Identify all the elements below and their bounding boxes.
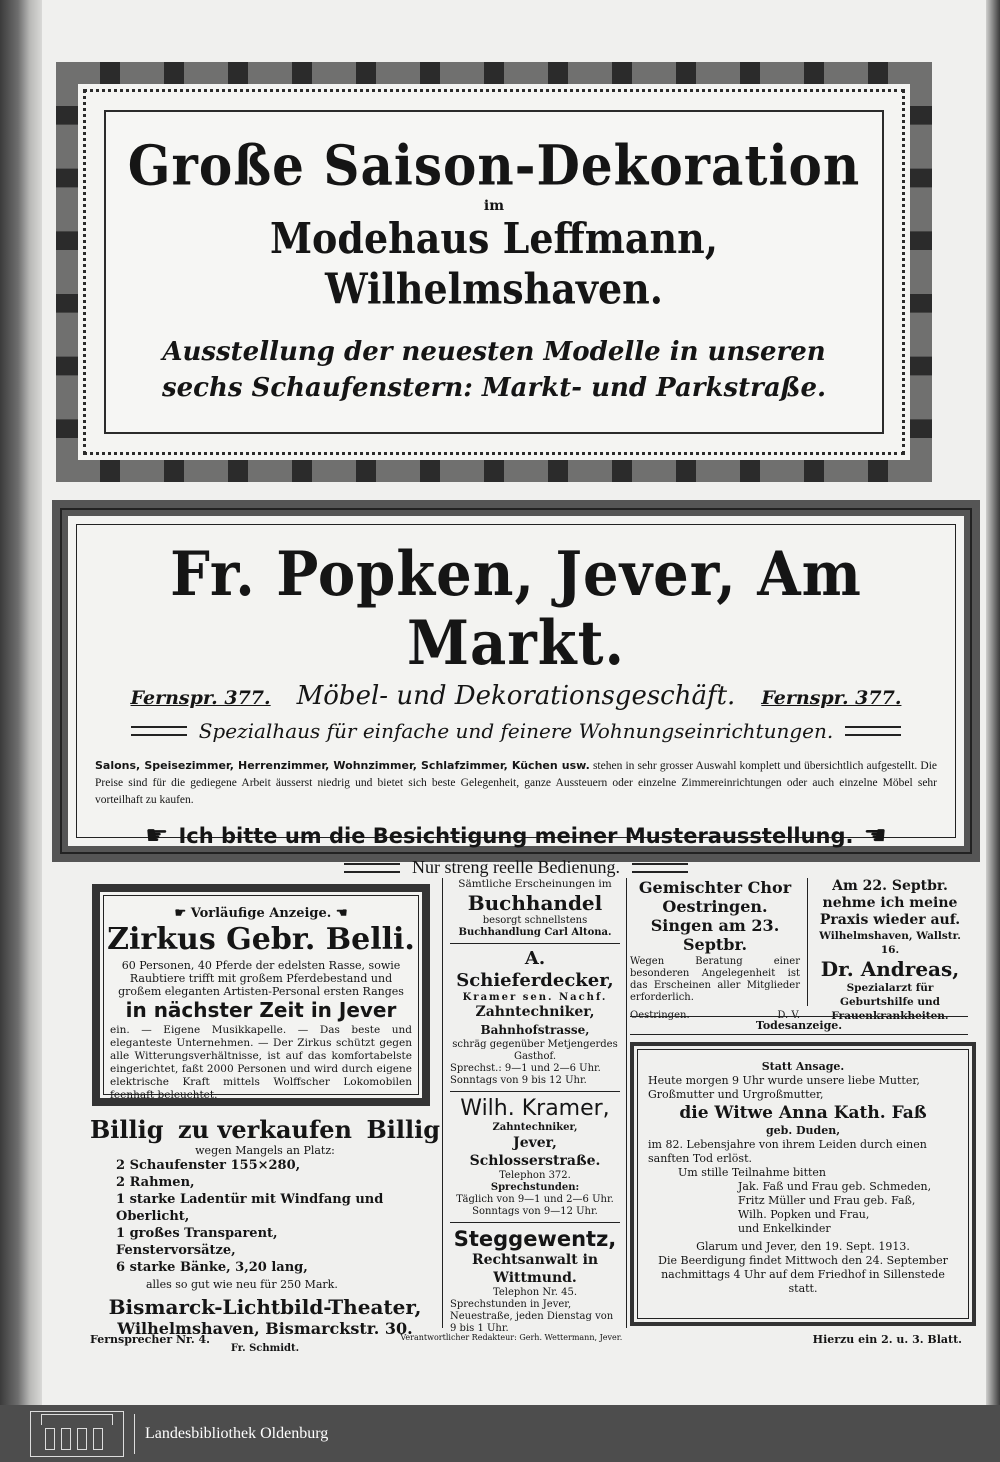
chor-place: Oestringen.: [630, 1010, 690, 1021]
cta-line: [77, 821, 955, 851]
andreas-name: Dr. Andreas,: [820, 957, 960, 981]
pointing-hand-left-icon: ☚: [863, 821, 887, 851]
andreas-notice: Am 22. Septbr. nehme ich meine Praxis wieder auf.: [819, 878, 961, 928]
library-roof: [41, 1414, 113, 1425]
double-rule-left: [131, 726, 187, 736]
zirkus-text1: 60 Personen, 40 Pferde der edelsten Rasse, sowie Raubtiere trifft mit großem Pferdebestand und großem eleganten Artisten-Personal ersten Ranges: [118, 959, 404, 998]
funeral-info: Die Beerdigung findet Mittwoch den 24. September nachmittags 4 Uhr auf dem Friedhof in Sillenstede statt.: [658, 1254, 948, 1295]
footer-editor: Verantwortlicher Redakteur: Gerh. Wettermann, Jever.: [400, 1333, 623, 1342]
list-item: 6 starke Bänke, 3,20 lang,: [116, 1260, 308, 1275]
billig-head: [90, 1116, 440, 1144]
footer-supplement: Hierzu ein 2. u. 3. Blatt.: [812, 1333, 962, 1346]
buch-besorgt: besorgt schnellstens: [482, 915, 588, 926]
stegg-tel: Telephon Nr. 45.: [492, 1287, 578, 1298]
list-item: 2 Rahmen,: [116, 1175, 195, 1190]
ad-popken-inner: [76, 524, 956, 877]
pointing-hand-icon: ☛: [145, 821, 169, 851]
ad-andreas: [812, 878, 968, 1023]
ad-popken: [52, 500, 980, 877]
ad-popken-title: Fr. Popken, Jever, Am Markt.: [170, 538, 862, 680]
column-rule-3: [807, 878, 808, 1006]
kramer-zahn: Zahntechniker,: [492, 1122, 578, 1133]
death-line3: Um stille Teilnahme bitten: [678, 1166, 827, 1179]
chor-dv: D. V.: [777, 1010, 800, 1021]
pointing-hand-icon: ☛: [174, 906, 191, 921]
zirkus-head-text: Vorläufige Anzeige.: [190, 906, 332, 921]
footer-phone: Fernsprecher Nr. 4.: [90, 1333, 210, 1346]
zirkus-head: [100, 906, 422, 921]
divider: [450, 943, 620, 944]
schief-sprech: Sprechst.: 9—1 und 2—6 Uhr. Sonntags von 9 bis 12 Uhr.: [450, 1063, 601, 1086]
pointing-hand-left-icon: ☚: [331, 906, 348, 921]
list-item: Fritz Müller und Frau geb. Faß,: [738, 1194, 916, 1207]
divider: [450, 1091, 620, 1092]
ad-leffmann-inner: [104, 110, 884, 434]
specialty-line: [77, 719, 955, 743]
list-item: 1 starke Ladentür mit Windfang und Oberlicht,: [116, 1192, 384, 1224]
schief-bahnhof: Bahnhofstrasse,: [480, 1023, 590, 1037]
stegg-rechts: Rechtsanwalt in Wittmund.: [471, 1252, 599, 1286]
double-rule-right: [845, 726, 901, 736]
death-notice-heading: Todesanzeige.: [630, 1016, 968, 1035]
death-notice: [630, 1042, 976, 1326]
ad-billig: [90, 1116, 440, 1354]
service-line: [77, 857, 955, 878]
schief-gegen: schräg gegenüber Metjengerdes Gasthof.: [452, 1039, 618, 1062]
library-window: [93, 1428, 103, 1450]
zirkus-text2: ein. — Eigene Musikkapelle. — Das beste und eleganteste Unternehmen. — Der Zirkus schützt gegen alle Witterungsverhältnisse, ist auf das komfortabelste eingerichtet, faßt 2000 Personen und wird durch eigene elektrische Kraft mittels Wolffscher Lokomobilen feenhaft beleuchtet.: [110, 1024, 412, 1101]
ad-leffmann: [56, 62, 932, 482]
buch-top: Sämtliche Erscheinungen im: [458, 878, 612, 890]
ad-zirkus: [92, 884, 430, 1106]
andreas-address: Wilhelmshaven, Wallstr. 16.: [819, 930, 961, 956]
list-item: Jak. Faß und Frau geb. Schmeden,: [738, 1180, 932, 1193]
buch-altona: Buchhandlung Carl Altona.: [458, 927, 612, 938]
phone-left: Fernspr. 377.: [130, 687, 271, 709]
stegg-name: Steggewentz,: [453, 1227, 617, 1251]
library-window: [77, 1428, 87, 1450]
ad-leffmann-subtitle: Modehaus Leffmann, Wilhelmshaven.: [269, 213, 719, 314]
list-item: 2 Schaufenster 155×280,: [116, 1158, 301, 1173]
billig-items: [116, 1157, 440, 1293]
statt-ansage: Statt Ansage.: [761, 1060, 845, 1073]
body-text: stehen in sehr grosser Auswahl komplett und übersichtlich aufgestellt. Die Preise sind für die gediegene Arbeit äusserst niedrig und bietet sich beste Gelegenheit, ganze Aussteuern oder einzelne Zimmereinrichtungen oder auch einzelne Möbel sehr vorteilhaft zu kaufen.: [95, 760, 937, 806]
ad-leffmann-im: im: [483, 198, 505, 214]
billig-address: Wilhelmshaven, Bismarckstr. 30.: [117, 1319, 413, 1338]
list-item: Fenstervorsätze,: [116, 1243, 236, 1258]
kramer-tel: Telephon 372.: [499, 1170, 571, 1181]
deceased-maiden: geb. Duden,: [765, 1124, 841, 1137]
library-building-icon: [30, 1411, 124, 1457]
list-item: Wilh. Popken und Frau,: [738, 1208, 870, 1221]
kramer-times: Täglich von 9—1 und 2—6 Uhr. Sonntags von 9—12 Uhr.: [456, 1194, 614, 1217]
chor-text: Wegen Beratung einer besonderen Angelegenheit ist das Erscheinen aller Mitglieder erforderlich.: [630, 956, 800, 1003]
list-item: 1 großes Transparent,: [116, 1226, 278, 1241]
billig-right: Billig: [366, 1115, 440, 1144]
list-item: und Enkelkinder: [738, 1222, 831, 1235]
ad-chor: [630, 878, 800, 1021]
billig-small: alles so gut wie neu für 250 Mark.: [146, 1278, 338, 1291]
billig-sub: wegen Mangels an Platz:: [195, 1144, 335, 1157]
cta-text: Ich bitte um die Besichtigung meiner Musterausstellung.: [178, 824, 854, 848]
rooms-list: Salons, Speisezimmer, Herrenzimmer, Wohnzimmer, Schlafzimmer, Küchen usw.: [95, 759, 590, 772]
ad-popken-row: [77, 681, 955, 711]
column-two: [450, 878, 620, 1335]
library-banner: [0, 1405, 1000, 1462]
kramer-sprechstunden: Sprechstunden:: [490, 1182, 580, 1193]
page-footer: [90, 1333, 962, 1346]
library-window: [61, 1428, 71, 1450]
library-name: Landesbibliothek Oldenburg: [145, 1424, 329, 1442]
stegg-sprech: Sprechstunden in Jever, Neuestraße, jeden Dienstag von 9 bis 1 Uhr.: [450, 1299, 614, 1334]
deceased-name: die Witwe Anna Kath. Faß: [679, 1103, 927, 1123]
schief-zahn: Zahntechniker,: [475, 1004, 595, 1020]
billig-mid: zu verkaufen: [178, 1115, 352, 1144]
ad-leffmann-line1: Ausstellung der neuesten Modelle in unseren: [162, 337, 826, 367]
zirkus-big: in nächster Zeit in Jever: [125, 998, 397, 1022]
column-rule-1: [442, 878, 443, 1328]
schief-name: A. Schieferdecker,: [456, 948, 614, 991]
chor-date: Singen am 23. Septbr.: [650, 916, 780, 954]
death-line1: Heute morgen 9 Uhr wurde unsere liebe Mutter, Großmutter und Urgroßmutter,: [648, 1074, 920, 1101]
zirkus-title: Zirkus Gebr. Belli.: [107, 922, 415, 957]
ad-leffmann-line2: sechs Schaufenstern: Markt- und Parkstraße.: [161, 373, 827, 403]
death-place-date: Glarum und Jever, den 19. Sept. 1913.: [696, 1240, 910, 1253]
ad-leffmann-title: Große Saison-Dekoration: [127, 133, 861, 198]
schief-nachf: Kramer sen. Nachf.: [462, 992, 608, 1003]
business-line: Möbel- und Dekorationsgeschäft.: [296, 681, 736, 711]
family-list: [648, 1180, 958, 1236]
andreas-specialty: Spezialarzt für Geburtshilfe und Frauenkrankheiten.: [831, 982, 949, 1022]
buch-title: Buchhandel: [467, 891, 603, 915]
column-rule-2: [626, 878, 627, 1328]
library-window: [45, 1428, 55, 1450]
chor-title: Gemischter Chor Oestringen.: [638, 878, 792, 916]
divider: [450, 1222, 620, 1223]
phone-right: Fernspr. 377.: [761, 687, 902, 709]
double-rule-left-2: [344, 863, 400, 873]
book-spine: [0, 0, 42, 1405]
specialty-text: Spezialhaus für einfache und feinere Wohnungseinrichtungen.: [198, 719, 834, 743]
kramer-jever: Jever, Schlosserstraße.: [469, 1135, 601, 1169]
kramer-name: Wilh. Kramer,: [460, 1096, 610, 1121]
billig-left: Billig: [90, 1115, 164, 1144]
service-text: Nur streng reelle Bedienung.: [412, 857, 620, 877]
banner-divider: [134, 1414, 135, 1454]
death-line2: im 82. Lebensjahre von ihrem Leiden durch einen sanften Tod erlöst.: [648, 1138, 927, 1165]
double-rule-right-2: [632, 863, 688, 873]
page-edge: [986, 0, 1000, 1405]
ad-popken-body: [95, 757, 937, 809]
billig-theater: Bismarck-Lichtbild-Theater,: [108, 1295, 422, 1319]
billig-signature: Fr. Schmidt.: [230, 1343, 300, 1354]
